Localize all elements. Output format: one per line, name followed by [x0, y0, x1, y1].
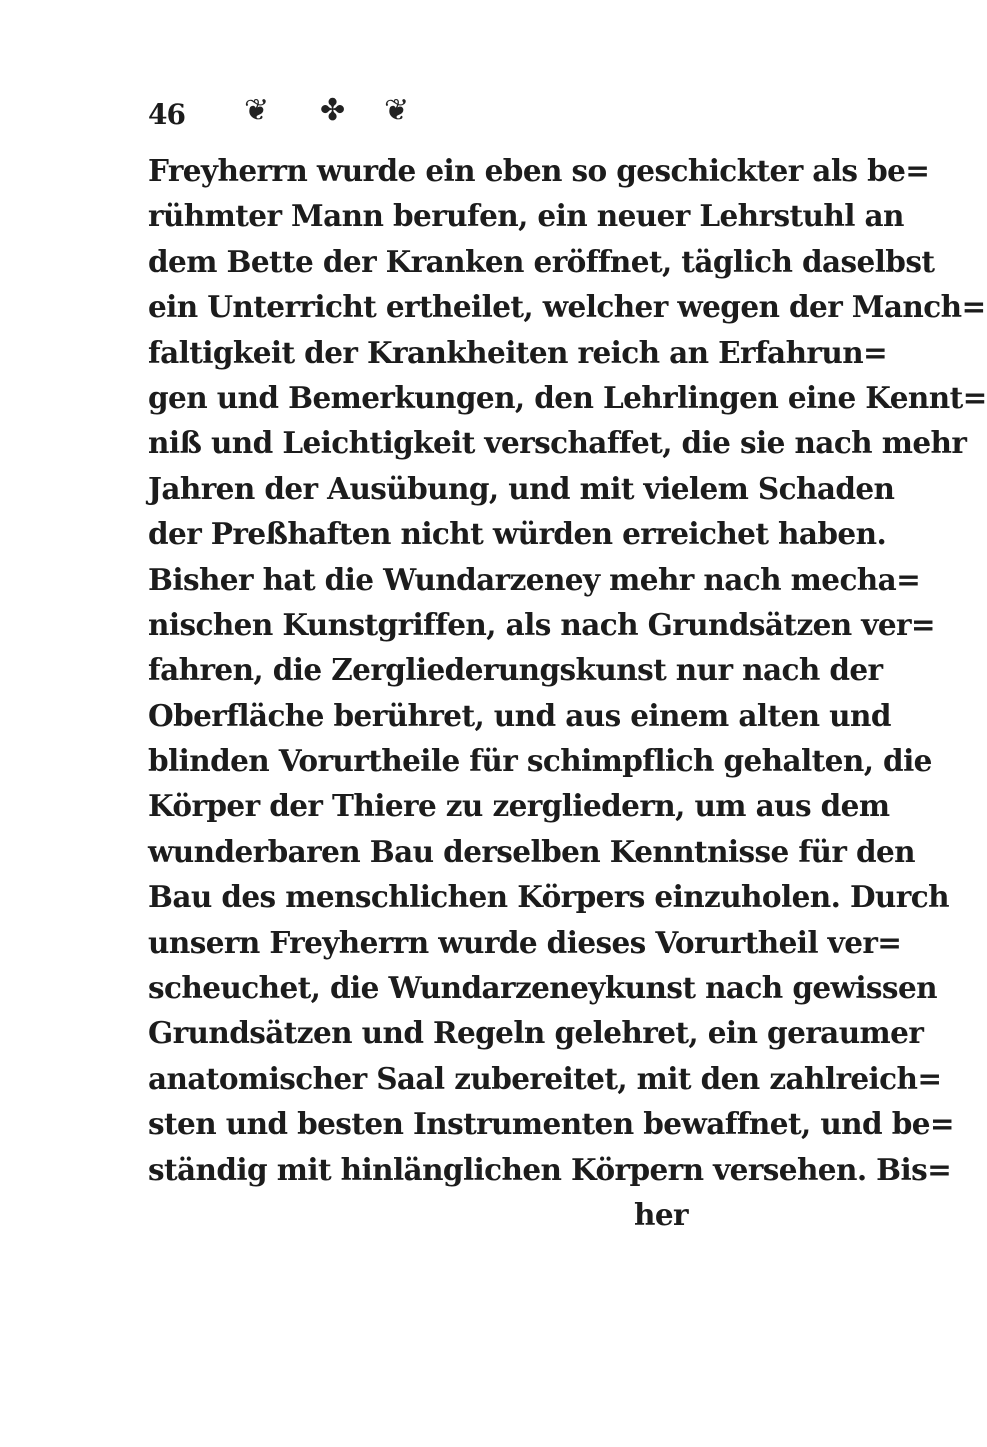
- text-line: gen und Bemerkungen, den Lehrlingen eine Kennt=: [148, 379, 987, 415]
- catchword: her: [634, 1196, 688, 1232]
- text-line: Oberfläche berühret, und aus einem alten und: [148, 697, 891, 733]
- text-line: ein Unterricht ertheilet, welcher wegen der Manch=: [148, 289, 986, 325]
- text-line: niß und Leichtigkeit verschaffet, die sie nach mehr: [148, 425, 967, 461]
- ornament-icon: ❦: [244, 93, 270, 128]
- text-line: Jahren der Ausübung, und mit vielem Schaden: [148, 470, 895, 506]
- body-text: [148, 148, 987, 1237]
- text-line: Freyherrn wurde ein eben so geschickter als be=: [148, 153, 930, 188]
- text-line: Körper der Thiere zu zergliedern, um aus dem: [148, 788, 890, 824]
- ornament-icon: ✤: [320, 93, 346, 128]
- ornament-icon: ❦: [384, 93, 410, 128]
- page-header: [148, 92, 668, 140]
- text-line: rühmter Mann berufen, ein neuer Lehrstuhl an: [148, 198, 904, 234]
- text-line: Bau des menschlichen Körpers einzuholen. Durch: [148, 879, 949, 915]
- text-line: fahren, die Zergliederungskunst nur nach der: [148, 652, 883, 688]
- text-line: Bisher hat die Wundarzeney mehr nach mecha=: [148, 561, 921, 597]
- text-line: unsern Freyherrn wurde dieses Vorurtheil ver=: [148, 924, 902, 960]
- text-line: Grundsätzen und Regeln gelehret, ein geraumer: [148, 1015, 924, 1051]
- page-number: 46: [148, 98, 185, 131]
- text-line: blinden Vorurtheile für schimpflich gehalten, die: [148, 743, 932, 779]
- text-line: ständig mit hinlänglichen Körpern versehen. Bis=: [148, 1151, 952, 1187]
- text-line: wunderbaren Bau derselben Kenntnisse für den: [148, 833, 915, 869]
- text-line: sten und besten Instrumenten bewaffnet, und be=: [148, 1106, 955, 1142]
- text-line: nischen Kunstgriffen, als nach Grundsätzen ver=: [148, 606, 936, 642]
- text-line: scheuchet, die Wundarzeneykunst nach gewissen: [148, 970, 937, 1006]
- text-line: anatomischer Saal zubereitet, mit den zahlreich=: [148, 1060, 942, 1096]
- text-line: der Preßhaften nicht würden erreichet haben.: [148, 516, 887, 552]
- text-line: dem Bette der Kranken eröffnet, täglich daselbst: [148, 243, 935, 279]
- text-line: faltigkeit der Krankheiten reich an Erfahrun=: [148, 334, 888, 370]
